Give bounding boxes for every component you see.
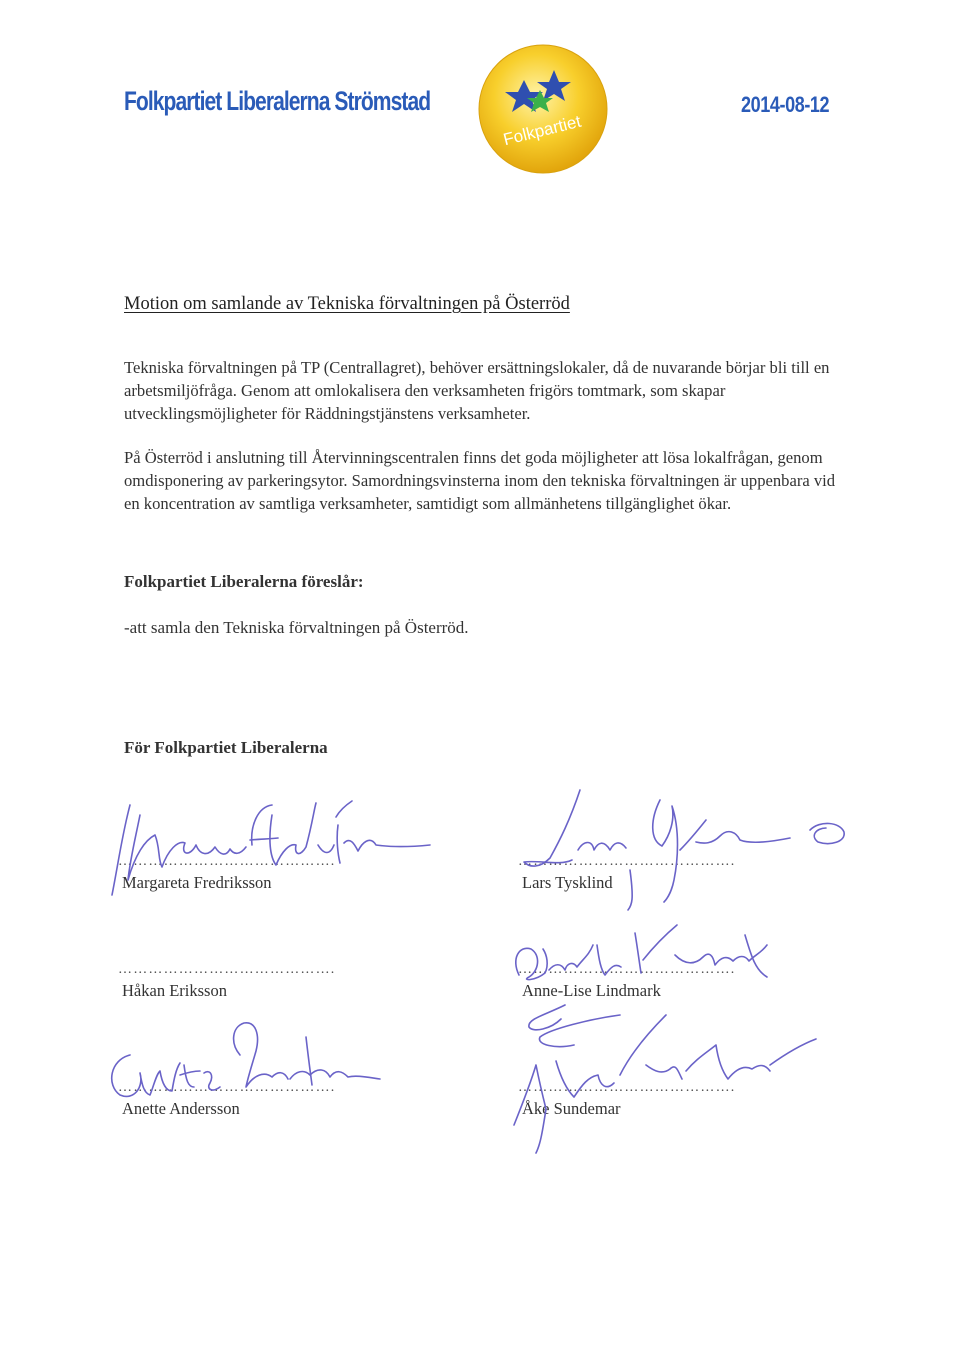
signoff-heading: För Folkpartiet Liberalerna [124, 738, 328, 757]
handwritten-signature-ake [470, 1005, 840, 1155]
proposal-text: -att samla den Tekniska förvaltningen på Österröd. [124, 618, 469, 637]
signatory-name: Anne-Lise Lindmark [522, 981, 661, 1000]
handwritten-signature-anette [100, 1015, 400, 1115]
organization-name: Folkpartiet Liberalerna Strömstad [124, 86, 431, 116]
proposal-heading: Folkpartiet Liberalerna föreslår: [124, 572, 364, 591]
document-date: 2014-08-12 [741, 92, 830, 117]
signature-line: ……………………………………. [518, 854, 736, 869]
handwritten-signature-margareta [100, 785, 440, 905]
signatory-name: Margareta Fredriksson [122, 873, 272, 892]
logo-text: Folkpartiet [501, 111, 583, 150]
signatory-name: Håkan Eriksson [122, 981, 227, 1000]
signature-line: ……………………………………. [518, 962, 736, 977]
signature-line: ……………………………………. [118, 962, 336, 977]
signatory-name: Lars Tysklind [522, 873, 613, 892]
party-logo [474, 40, 612, 178]
document-title: Motion om samlande av Tekniska förvaltningen på Österröd [124, 294, 570, 314]
handwritten-signature-lars [500, 780, 860, 910]
signature-line: ……………………………………. [518, 1080, 736, 1095]
body-paragraph-1: Tekniska förvaltningen på TP (Centrallagret), behöver ersättningslokaler, då de nuvarande börjar bli till en arbetsmiljöfråga. Genom att omlokalisera den verksamheten frigörs tomtmark, som skapar utvecklingsmöjligheter för Räddningstjänstens verksamheter. [124, 358, 830, 423]
signature-line: ……………………………………. [118, 854, 336, 869]
signatory-name: Åke Sundemar [522, 1099, 621, 1118]
signature-line: ……………………………………. [118, 1080, 336, 1095]
signatory-name: Anette Andersson [122, 1099, 240, 1118]
body-paragraph-2: På Österröd i anslutning till Återvinningscentralen finns det goda möjligheter att lösa lokalfrågan, genom omdisponering av parkeringsytor. Samordningsvinsterna inom den tekniska förvaltningen är uppenbara vid en koncentration av samtliga verksamheter, samtidigt som allmänhetens tillgänglighet ökar. [124, 448, 836, 513]
